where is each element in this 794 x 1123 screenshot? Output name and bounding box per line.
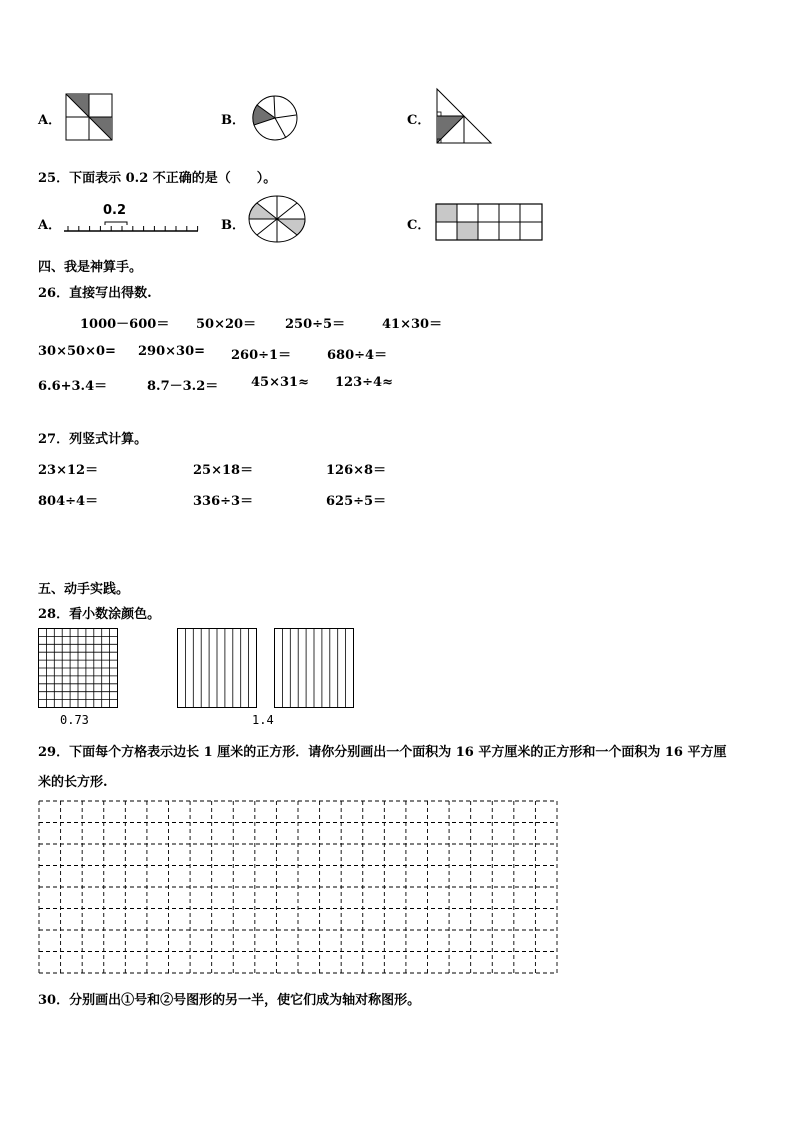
q26-r3-c4: 123÷4≈ [335, 375, 393, 390]
q24-option-a-label: A． [38, 113, 62, 128]
q24-option-c-triangle-figure [436, 88, 492, 144]
q27-r1-c2: 25×18＝ [193, 463, 254, 478]
q25-option-b-label: B． [221, 218, 245, 233]
q25-option-a-label: A． [38, 218, 62, 233]
q26-r2-c2: 290×30= [138, 344, 206, 359]
q26-r2-c3: 260÷1＝ [231, 348, 292, 363]
q25-ruler-label: 0.2 [103, 203, 127, 218]
q27-r2-c3: 625÷5＝ [326, 494, 387, 509]
q28-tenths-grid-1[interactable] [177, 628, 257, 708]
q25-option-a-number-line [64, 203, 198, 233]
q26-r1-c4: 41×30＝ [382, 317, 443, 332]
q29-stem-line-2: 米的长方形. [38, 775, 108, 790]
q28-stem: 28．看小数涂颜色。 [38, 607, 161, 622]
q24-option-a-grid-figure [66, 94, 112, 140]
section-5-heading: 五、动手实践。 [38, 582, 130, 597]
q24-option-b-circle-figure [252, 95, 298, 141]
section-4-heading: 四、我是神算手。 [38, 260, 143, 275]
q26-r1-c3: 250÷5＝ [285, 317, 346, 332]
q26-r3-c2: 8.7－3.2＝ [147, 379, 219, 394]
q26-r1-c1: 1000－600＝ [80, 317, 170, 332]
q27-r1-c1: 23×12＝ [38, 463, 99, 478]
q30-stem: 30．分别画出①号和②号图形的另一半，使它们成为轴对称图形。 [38, 993, 421, 1008]
q28-label-0-73: 0.73 [60, 713, 89, 727]
q27-r2-c1: 804÷4＝ [38, 494, 99, 509]
q25-option-b-circle-figure [248, 195, 306, 243]
q26-r1-c2: 50×20＝ [196, 317, 257, 332]
q28-label-1-4: 1.4 [252, 713, 274, 727]
q26-r2-c1: 30×50×0= [38, 344, 116, 359]
q25-stem: 25．下面表示 0.2 不正确的是（ ）。 [38, 171, 277, 186]
q24-option-b-label: B． [221, 113, 245, 128]
q25-option-c-label: C． [407, 218, 431, 233]
q27-stem: 27．列竖式计算。 [38, 432, 148, 447]
q26-r2-c4: 680÷4＝ [327, 348, 388, 363]
q26-r3-c3: 45×31≈ [251, 375, 309, 390]
q26-stem: 26．直接写出得数. [38, 286, 152, 301]
q27-r1-c3: 126×8＝ [326, 463, 387, 478]
q28-tenths-grid-2[interactable] [274, 628, 354, 708]
q27-r2-c2: 336÷3＝ [193, 494, 254, 509]
q29-dashed-grid[interactable] [38, 800, 558, 974]
q25-option-c-rect-figure [435, 203, 543, 241]
q29-stem-line-1: 29．下面每个方格表示边长 1 厘米的正方形．请你分别画出一个面积为 16 平方厘米的正方形和一个面积为 16 平方厘 [38, 745, 727, 760]
q24-option-c-label: C． [407, 113, 431, 128]
q26-r3-c1: 6.6+3.4＝ [38, 379, 108, 394]
q28-hundred-grid[interactable] [38, 628, 118, 708]
